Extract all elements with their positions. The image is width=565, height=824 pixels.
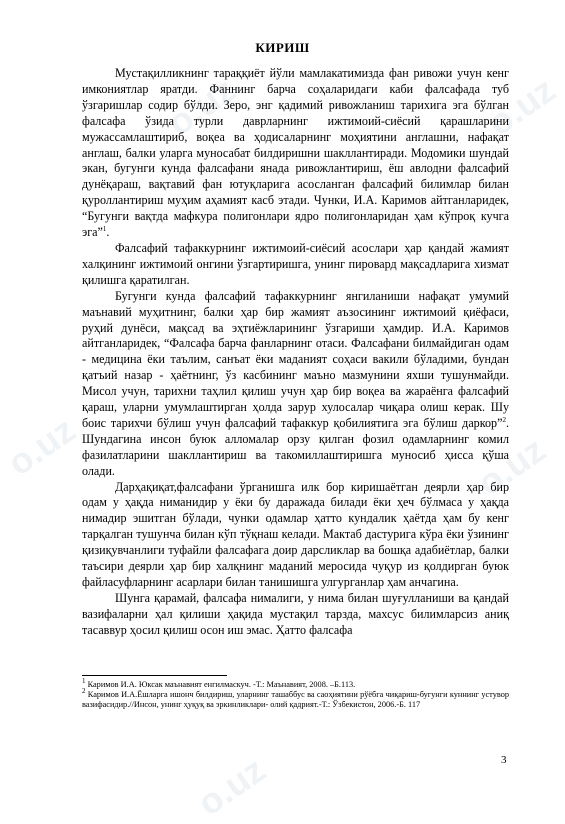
footnote-ref[interactable]: 2 [502, 415, 506, 424]
footnote: $^2$ Каримов И.А.Ёшларга ишонч билдириш, уларнинг ташаббус ва саоҳиятини рўёбга чиқариш-бугунги куннинг устувор вазифасидир.//Инсон, унинг ҳуқуқ ва эркинликлари- олий қадрият.-Т.: Ўзбекистон, 2006.-Б. 117 [82, 687, 510, 710]
paragraph: Мустақилликнинг тараққиёт йўли мамлакатимизда фан ривожи учун кенг имкониятлар яратди. Фаннинг барча соҳаларидаги каби фалсафада туб ўзгаришлар содир бўлди. Зеро, энг қадимий ривожланиш тарихига эга бўлган фалсафа ўзида турли даврларнинг ижтимоий-сиёсий қарашларини мужассамлаштириб, воқеа ва ҳодисаларнинг моҳиятини англашни, нафақат англаш, балки уларга муносабат билдиришни шакллантиради. Модомики шундай экан, бугунги кунда фалсафани янада ривожлантириш, ёш авлодни фалсафий дунёқараш, вақтавий фан ютуқларига асосланган фалсафий билимлар билан қуроллантириш муҳим аҳамият касб этади. Чунки, И.А. Каримов айтганларидек, “Бугунги вақтда мафкура полигонлари ядро полигонларидан ҳам кўпроқ кучга эга”$^1$. [82, 66, 509, 240]
footnote-divider [82, 675, 227, 676]
footnote-ref[interactable]: 1 [102, 225, 107, 234]
footnote: $^1$ Каримов И.А. Юксак маънавият енгилмаскуч. -Т.: Маънавият, 2008. –Б.113. [82, 677, 356, 689]
footnotes [82, 677, 510, 711]
body-text [82, 66, 509, 639]
page-number: 3 [501, 754, 507, 766]
paragraph: Дарҳақиқат,фалсафани ўрганишга илк бор киришаётган деярли ҳар бир одам у ҳақда ниманидир у ёки бу даражада билади ёки ҳеч бўлмаса у ҳақда нимадир эшитган бўлади, чунки одамлар ҳатто кундалик ҳаётда ҳам бу кенг тарқалган тушунча билан кўп тўқнаш келади. Мактаб дастурига кўра ёки ўзининг қизиқувчанлиги туфайли фалсафага доир дарсликлар ва бошқа адабиётлар, балки таъсири деярли ҳар бир халқнинг маданий меросида чуқур из қолдирган буюк файласуфларнинг асарлари билан танишишга улгурганлар ҳам анчагина. [82, 479, 509, 589]
paragraph: Бугунги кунда фалсафий тафаккурнинг янгиланиши нафақат умумий маънавий муҳитнинг, балки ҳар бир жамият аъзосининг ижтимоий қиёфаси, руҳий дунёси, мақсад ва эҳтиёжларининг ўзгариши ҳамдир. И.А. Каримов айтганларидек, “Фалсафа барча фанларнинг отаси. Фалсафани билмайдиган одам - медицина ёки таълим, санъат ёки маданият соҳаси вакили бўладими, бундан қатъий назар - ҳаётнинг, ўз касбининг маъно мазмунини яхши тушунмайди. Мисол учун, тарихни таҳлил қилиш учун ҳар бир воқеа ва жараёнга фалсафий қараш, уларни умумлаштирган ҳолда зарур хулосалар чиқара олиш керак. Шу боис тарихчи бўлиш учун фалсафий тафаккур қобилиятига эга бўлиш даркор”$^2$. Шундагина инсон буюк алломалар орзу қилган фозил одамларнинг комил фазилатларини шакллантириш ва такомиллаштиришга муносиб ҳисса қўша олади. [82, 288, 509, 478]
watermark: o.uz [160, 68, 243, 144]
page-title: КИРИШ [255, 40, 310, 55]
watermark: o.uz [190, 748, 273, 824]
paragraph: Шунга қарамай, фалсафа нималиги, у нима билан шуғулланиши ва қандай вазифаларни ҳал қилиши ҳақида мустақил тарзда, махсус билимларсиз аниқ тасаввур ҳосил қилиш осон иш эмас. Ҳатто фалсафа [82, 590, 509, 637]
watermark: o.uz [470, 428, 553, 504]
paragraph: Фалсафий тафаккурнинг ижтимоий-сиёсий асослари ҳар қандай жамият халқининг ижтимоий онгини ўзгартиришга, унинг пировард мақсадларига хизмат қилишга қаратилган. [82, 240, 509, 287]
watermark: o.uz [0, 408, 83, 484]
watermark: o.uz [480, 68, 563, 144]
